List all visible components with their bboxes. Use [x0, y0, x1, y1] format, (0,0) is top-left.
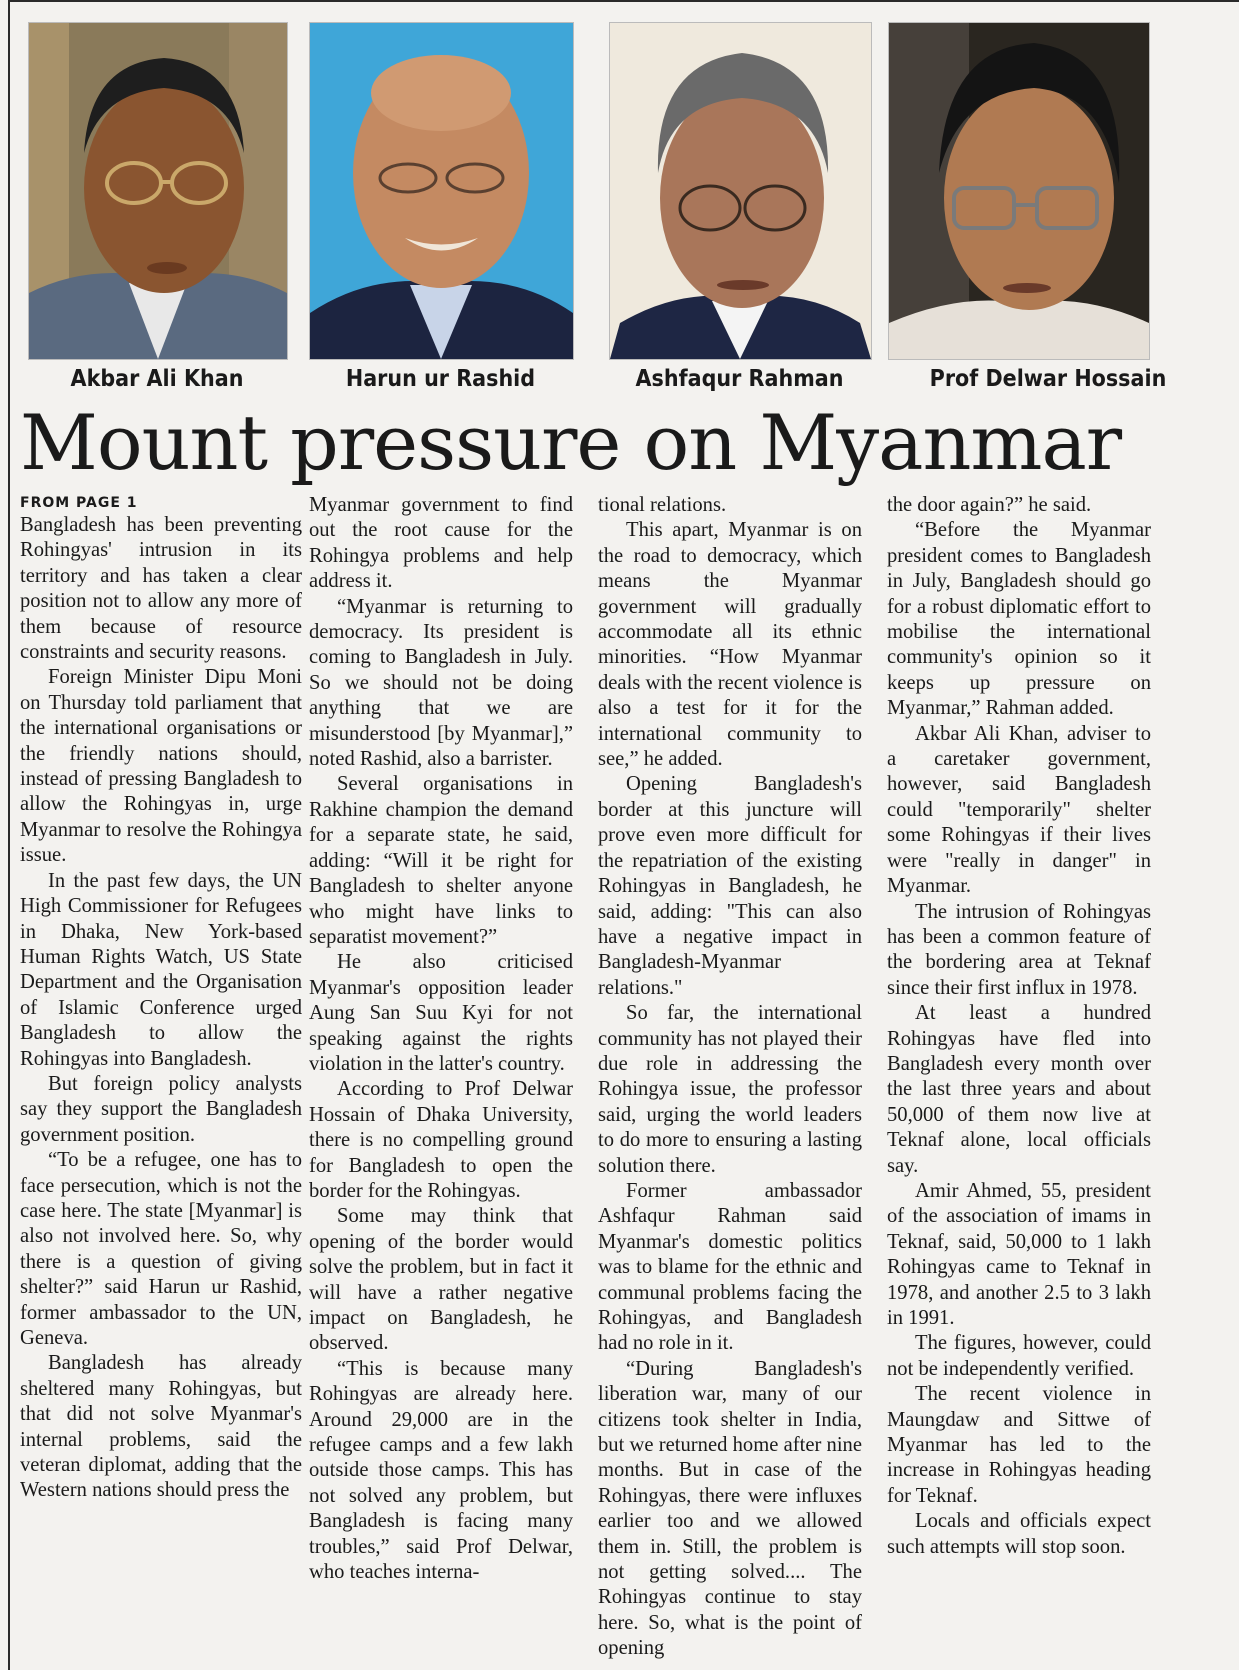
portrait-image: [29, 23, 287, 359]
paragraph: Bangladesh has been preventing Rohingyas' intrusion in its territory and has taken a clear position not to allow any more of them because of resource constraints and security reasons.: [20, 514, 302, 664]
paragraph: But foreign policy analysts say they support the Bangladesh government position.: [20, 1072, 302, 1146]
paragraph: tional relations.: [598, 494, 727, 516]
paragraph: In the past few days, the UN High Commissioner for Refugees in Dhaka, New York-based Human Rights Watch, US State Department and the Organisation of Islamic Conference urged Bangladesh to allow the Rohingyas into Bangladesh.: [20, 869, 302, 1070]
paragraph: Amir Ahmed, 55, president of the association of imams in Teknaf, said, 50,000 to 1 lakh Rohingyas came to Teknaf in 1978, and another 2.5 to 3 lakh in 1991.: [887, 1179, 1151, 1329]
paragraph: Myanmar government to find out the root cause for the Rohingya problems and help address it.: [309, 494, 573, 593]
paragraph: the door again?” he said.: [887, 494, 1092, 516]
paragraph: The figures, however, could not be independently verified.: [887, 1332, 1151, 1380]
paragraph: The intrusion of Rohingyas has been a common feature of the bordering area at Teknaf since their first influx in 1978.: [887, 900, 1151, 999]
caption-3: Ashfaqur Rahman: [635, 366, 844, 392]
portrait-image: [610, 23, 871, 359]
caption-1: Akbar Ali Khan: [70, 366, 244, 392]
portrait-photo-2: [309, 22, 574, 360]
paragraph: Several organisations in Rakhine champion the demand for a separate state, he said, adding: “Will it be right for Bangladesh to shelter anyone who might have links to separatist movement?”: [309, 773, 573, 948]
paragraph: Foreign Minister Dipu Moni on Thursday told parliament that the international organisations or the friendly nations should, instead of pressing Bangladesh to allow the Rohingyas in, urge Myanmar to resolve the Rohingya issue.: [20, 666, 302, 867]
paragraph: Former ambassador Ashfaqur Rahman said Myanmar's domestic politics was to blame for the ethnic and communal problems facing the Rohingyas, and Bangladesh had no role in it.: [598, 1179, 862, 1355]
portrait-image: [310, 23, 573, 359]
kicker: FROM PAGE 1: [20, 495, 138, 511]
paragraph: Some may think that opening of the border would solve the problem, but in fact it will have a rather negative impact on Bangladesh, he observed.: [309, 1205, 573, 1355]
article-column-2: [309, 493, 573, 1663]
paragraph: “To be a refugee, one has to face persecution, which is not the case here. The state [Myanmar] is also not involved here. So, why there is a question of giving shelter?” said Harun ur Rashid, former ambassador to the UN, Geneva.: [20, 1149, 302, 1349]
paragraph: Opening Bangladesh's border at this juncture will prove even more difficult for the repatriation of the existing Rohingyas in Bangladesh, he said, adding: "This can also have a negative impact in Bangladesh-Myanmar relations.": [598, 773, 862, 999]
paragraph: “This is because many Rohingyas are already here. Around 29,000 are in the refugee camps and a few lakh outside those camps. This has not solved any problem, but Bangladesh is facing many troubles,” said Prof Delwar, who teaches interna-: [309, 1357, 573, 1584]
portrait-image: [889, 23, 1149, 359]
portrait-photo-4: [888, 22, 1150, 360]
paragraph: The recent violence in Maungdaw and Sittwe of Myanmar has led to the increase in Rohingyas heading for Teknaf.: [887, 1383, 1151, 1507]
headline: Mount pressure on Myanmar: [20, 398, 1122, 487]
paragraph: At least a hundred Rohingyas have fled into Bangladesh every month over the last three years and about 50,000 of them now live at Teknaf alone, local officials say.: [887, 1002, 1151, 1177]
paragraph: So far, the international community has not played their due role in addressing the Rohingya issue, the professor said, urging the world leaders to do more to ensuring a lasting solution there.: [598, 1002, 862, 1177]
paragraph: Bangladesh has already sheltered many Rohingyas, but that did not solve Myanmar's internal problems, said the veteran diplomat, adding that the Western nations should press the: [20, 1352, 302, 1502]
article-column-4: [887, 493, 1151, 1663]
article-column-1: [20, 493, 302, 1663]
paragraph: “Myanmar is returning to democracy. Its president is coming to Bangladesh in July. So we should not be doing anything that we are misunderstood [by Myanmar],” noted Rashid, also a barrister.: [309, 595, 573, 771]
portrait-photo-1: [28, 22, 288, 360]
portrait-photo-3: [609, 22, 872, 360]
article-column-3: [598, 493, 862, 1663]
paragraph: According to Prof Delwar Hossain of Dhaka University, there is no compelling ground for Bangladesh to open the border for the Rohingyas.: [309, 1078, 573, 1202]
paragraph: “During Bangladesh's liberation war, many of our citizens took shelter in India, but we returned home after nine months. But in case of the Rohingyas, there were influxes earlier too and we allowed them in. Still, the problem is not getting solved.... The Rohingyas continue to stay here. So, what is the point of opening: [598, 1357, 862, 1660]
paragraph: Locals and officials expect such attempts will stop soon.: [887, 1510, 1151, 1558]
photo-strip: [0, 0, 1239, 400]
paragraph: Akbar Ali Khan, adviser to a caretaker government, however, said Bangladesh could "temporarily" shelter some Rohingyas if their lives were "really in danger" in Myanmar.: [887, 722, 1151, 898]
caption-2: Harun ur Rashid: [345, 366, 536, 392]
paragraph: He also criticised Myanmar's opposition leader Aung San Suu Kyi for not speaking against the rights violation in the latter's country.: [309, 951, 573, 1075]
paragraph: “Before the Myanmar president comes to Bangladesh in July, Bangladesh should go for a robust diplomatic effort to mobilise the international community's opinion so it keeps up pressure on Myanmar,” Rahman added.: [887, 519, 1151, 720]
paragraph: This apart, Myanmar is on the road to democracy, which means the Myanmar government will gradually accommodate all its ethnic minorities. “How Myanmar deals with the recent violence is also a test for it for the international community to see,” he added.: [598, 519, 862, 771]
caption-4: Prof Delwar Hossain: [929, 366, 1167, 392]
